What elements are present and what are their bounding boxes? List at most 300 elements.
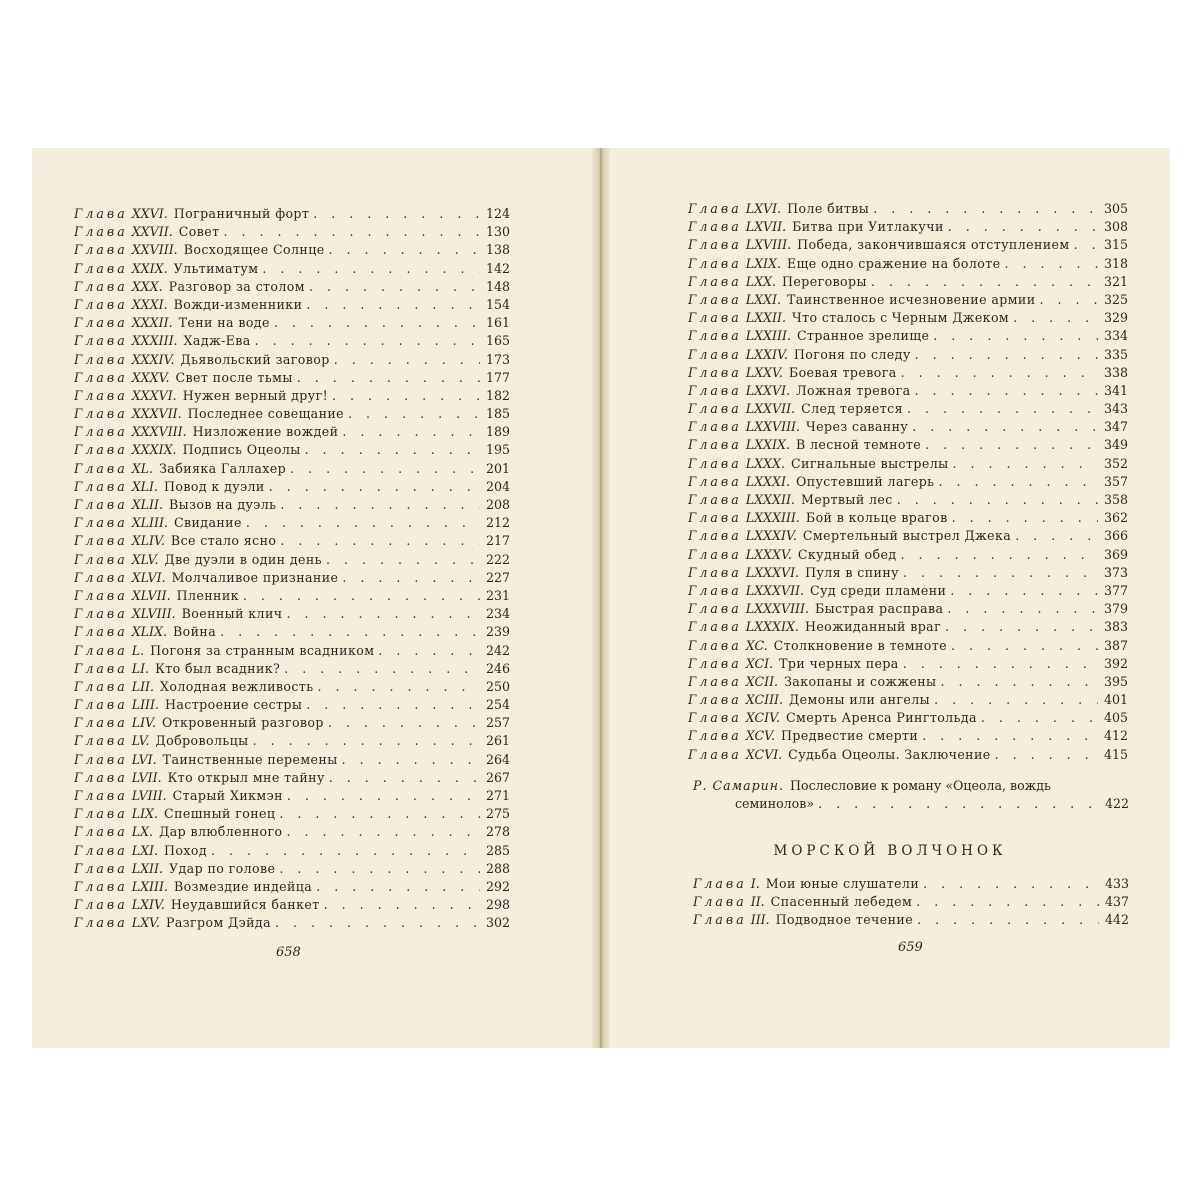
afterword-title-line2: семинолов» bbox=[735, 796, 815, 811]
book-spine bbox=[592, 148, 610, 1048]
chapter-title: Ложная тревога bbox=[796, 382, 911, 398]
chapter-title: Подпись Оцеолы bbox=[182, 442, 301, 458]
leader-dots bbox=[334, 351, 480, 369]
leader-dots bbox=[925, 436, 1098, 454]
chapter-number: XLV. bbox=[131, 551, 159, 567]
chapter-title: Восходящее Солнце bbox=[183, 242, 325, 258]
leader-dots bbox=[952, 509, 1098, 527]
chapter-number: XXXV. bbox=[131, 369, 170, 385]
chapter-title: Забияка Галлахер bbox=[159, 460, 287, 476]
leader-dots bbox=[1015, 527, 1098, 545]
chapter-number: XCII. bbox=[745, 673, 779, 689]
chapter-title: Добровольцы bbox=[155, 733, 249, 749]
chapter-page: 142 bbox=[485, 260, 510, 276]
leader-dots bbox=[951, 637, 1098, 655]
chapter-label: Глава bbox=[688, 655, 742, 671]
chapter-label: Глава bbox=[74, 533, 128, 549]
toc-entry bbox=[688, 455, 1128, 473]
chapter-number: LXX. bbox=[745, 273, 777, 289]
toc-entry bbox=[688, 582, 1128, 600]
leader-dots bbox=[313, 205, 480, 223]
left-toc-list bbox=[74, 205, 510, 933]
chapter-page: 305 bbox=[1103, 201, 1128, 216]
chapter-title: Поход bbox=[164, 842, 208, 858]
chapter-page: 343 bbox=[1103, 401, 1128, 417]
leader-dots bbox=[901, 546, 1098, 564]
chapter-title: Скудный обед bbox=[797, 546, 897, 562]
chapter-label: Глава bbox=[688, 692, 742, 708]
chapter-page: 165 bbox=[485, 333, 510, 349]
toc-entry bbox=[74, 660, 510, 678]
leader-dots bbox=[305, 441, 480, 459]
chapter-title: Возмездие индейца bbox=[173, 878, 313, 894]
leader-dots bbox=[297, 369, 480, 387]
chapter-label: Глава bbox=[74, 715, 128, 731]
chapter-number: I. bbox=[750, 876, 760, 891]
chapter-number: LXXVI. bbox=[745, 382, 791, 398]
chapter-page: 185 bbox=[485, 406, 510, 422]
chapter-label: Глава bbox=[74, 624, 128, 640]
toc-entry bbox=[688, 509, 1128, 527]
left-page-number: 658 bbox=[276, 945, 301, 960]
chapter-number: XXXIX. bbox=[131, 442, 177, 458]
chapter-number: LVII. bbox=[131, 769, 162, 785]
chapter-number: XXIX. bbox=[131, 260, 168, 276]
chapter-title: Разговор за столом bbox=[168, 278, 305, 294]
leader-dots bbox=[818, 795, 1101, 813]
chapter-title: Пленник bbox=[176, 587, 239, 603]
chapter-label: Глава bbox=[688, 637, 742, 653]
chapter-title: Поле битвы bbox=[787, 201, 870, 216]
leader-dots bbox=[332, 387, 480, 405]
chapter-label: Глава bbox=[74, 915, 128, 931]
chapter-label: Глава bbox=[688, 619, 742, 635]
toc-entry bbox=[74, 405, 510, 423]
chapter-title: Последнее совещание bbox=[187, 406, 345, 422]
chapter-number: XXXIII. bbox=[131, 333, 178, 349]
chapter-title: Спасенный лебедем bbox=[770, 894, 913, 910]
leader-dots bbox=[938, 473, 1098, 491]
chapter-label: Глава bbox=[74, 733, 128, 749]
chapter-label: Глава bbox=[74, 260, 128, 276]
toc-entry bbox=[74, 460, 510, 478]
leader-dots bbox=[262, 260, 480, 278]
chapter-number: XLIV. bbox=[131, 533, 165, 549]
chapter-page: 182 bbox=[485, 387, 510, 403]
chapter-page: 254 bbox=[485, 697, 510, 713]
leader-dots bbox=[378, 642, 480, 660]
chapter-number: XXVII. bbox=[131, 224, 173, 240]
leader-dots bbox=[903, 564, 1098, 582]
chapter-page: 329 bbox=[1103, 310, 1128, 326]
toc-entry bbox=[688, 473, 1128, 491]
chapter-page: 177 bbox=[485, 369, 510, 385]
chapter-label: Глава bbox=[688, 564, 742, 580]
chapter-label: Глава bbox=[74, 333, 128, 349]
chapter-title: Нужен верный друг! bbox=[182, 387, 329, 403]
toc-entry bbox=[74, 823, 510, 841]
toc-entry bbox=[74, 587, 510, 605]
chapter-label: Глава bbox=[688, 219, 742, 235]
chapter-label: Глава bbox=[688, 455, 742, 471]
leader-dots bbox=[981, 709, 1098, 727]
chapter-title: Хадж-Ева bbox=[183, 333, 251, 349]
leader-dots bbox=[947, 600, 1098, 618]
chapter-title: Старый Хикмэн bbox=[172, 788, 283, 803]
chapter-label: Глава bbox=[688, 328, 742, 344]
chapter-label: Глава bbox=[74, 406, 128, 422]
chapter-title: Война bbox=[173, 624, 217, 640]
chapter-number: LXVI. bbox=[745, 201, 782, 216]
chapter-title: Пограничный форт bbox=[173, 206, 310, 221]
chapter-number: XXX. bbox=[131, 278, 163, 294]
chapter-number: LXXXVII. bbox=[745, 582, 805, 598]
leader-dots bbox=[903, 655, 1098, 673]
chapter-page: 130 bbox=[485, 224, 510, 240]
chapter-label: Глава bbox=[74, 660, 128, 676]
chapter-label: Глава bbox=[688, 528, 742, 544]
chapter-number: XXXII. bbox=[131, 315, 173, 331]
chapter-page: 405 bbox=[1103, 710, 1128, 726]
leader-dots bbox=[287, 823, 480, 841]
chapter-page: 154 bbox=[485, 296, 510, 312]
chapter-page: 250 bbox=[485, 678, 510, 694]
chapter-page: 264 bbox=[485, 751, 510, 767]
leader-dots bbox=[246, 514, 480, 532]
leader-dots bbox=[309, 278, 480, 296]
leader-dots bbox=[950, 582, 1098, 600]
toc-entry bbox=[688, 527, 1128, 545]
chapter-number: XC. bbox=[745, 637, 768, 653]
toc-entry bbox=[74, 769, 510, 787]
chapter-label: Глава bbox=[74, 860, 128, 876]
toc-entry bbox=[74, 278, 510, 296]
leader-dots bbox=[933, 327, 1098, 345]
chapter-label: Глава bbox=[74, 769, 128, 785]
toc-entry bbox=[74, 860, 510, 878]
chapter-number: XXVIII. bbox=[131, 242, 178, 258]
toc-entry bbox=[74, 732, 510, 750]
chapter-page: 222 bbox=[485, 551, 510, 567]
chapter-page: 362 bbox=[1103, 510, 1128, 526]
chapter-number: LXXII. bbox=[745, 310, 786, 326]
chapter-page: 195 bbox=[485, 442, 510, 458]
chapter-label: Глава bbox=[74, 206, 128, 221]
leader-dots bbox=[279, 860, 480, 878]
leader-dots bbox=[1013, 309, 1098, 327]
leader-dots bbox=[279, 805, 480, 823]
chapter-label: Глава bbox=[74, 242, 128, 258]
toc-entry bbox=[74, 260, 510, 278]
leader-dots bbox=[871, 273, 1098, 291]
chapter-page: 433 bbox=[1104, 876, 1129, 891]
chapter-page: 334 bbox=[1103, 328, 1128, 344]
toc-entry bbox=[74, 223, 510, 241]
chapter-label: Глава bbox=[74, 788, 128, 803]
toc-entry bbox=[74, 896, 510, 914]
chapter-label: Глава bbox=[74, 369, 128, 385]
chapter-number: XLVIII. bbox=[131, 606, 176, 622]
chapter-number: LXVII. bbox=[745, 219, 787, 235]
leader-dots bbox=[342, 423, 480, 441]
toc-entry bbox=[693, 893, 1129, 911]
leader-dots bbox=[306, 696, 480, 714]
toc-entry bbox=[688, 436, 1128, 454]
toc-entry bbox=[688, 691, 1128, 709]
chapter-number: LXXXV. bbox=[745, 546, 792, 562]
chapter-title: Погоня за странным всадником bbox=[150, 642, 375, 658]
toc-entry bbox=[688, 236, 1128, 254]
chapter-label: Глава bbox=[688, 492, 742, 507]
chapter-label: Глава bbox=[688, 601, 742, 617]
chapter-title: Все стало ясно bbox=[170, 533, 277, 549]
chapter-label: Глава bbox=[74, 442, 128, 458]
chapter-page: 288 bbox=[485, 860, 510, 876]
chapter-number: XLVII. bbox=[131, 587, 171, 603]
toc-entry bbox=[688, 255, 1128, 273]
chapter-number: XLI. bbox=[131, 478, 159, 494]
chapter-page: 349 bbox=[1103, 437, 1128, 453]
afterword-author: Р. Самарин. bbox=[693, 778, 785, 793]
section-title: МОРСКОЙ ВОЛЧОНОК bbox=[773, 843, 1007, 859]
chapter-label: Глава bbox=[74, 587, 128, 603]
chapter-label: Глава bbox=[74, 460, 128, 476]
chapter-label: Глава bbox=[74, 424, 128, 440]
chapter-page: 302 bbox=[485, 915, 510, 931]
toc-entry bbox=[688, 418, 1128, 436]
chapter-title: Быстрая расправа bbox=[815, 601, 944, 617]
chapter-number: LXXXI. bbox=[745, 473, 790, 489]
chapter-number: LXXV. bbox=[745, 364, 783, 380]
chapter-number: LVIII. bbox=[131, 788, 167, 803]
chapter-page: 204 bbox=[485, 478, 510, 494]
leader-dots bbox=[284, 660, 480, 678]
chapter-number: LXXVII. bbox=[745, 401, 796, 417]
chapter-page: 358 bbox=[1103, 492, 1128, 507]
chapter-number: LXII. bbox=[131, 860, 164, 876]
leader-dots bbox=[934, 691, 1098, 709]
leader-dots bbox=[287, 787, 480, 805]
toc-entry bbox=[74, 332, 510, 350]
chapter-title: Неудавшийся банкет bbox=[170, 897, 320, 913]
toc-entry bbox=[74, 805, 510, 823]
leader-dots bbox=[995, 746, 1098, 764]
chapter-title: Таинственные перемены bbox=[162, 751, 338, 767]
chapter-label: Глава bbox=[74, 497, 128, 512]
toc-entry bbox=[74, 842, 510, 860]
chapter-page: 415 bbox=[1103, 746, 1128, 762]
chapter-number: XLII. bbox=[131, 497, 164, 512]
chapter-label: Глава bbox=[688, 510, 742, 526]
chapter-page: 138 bbox=[485, 242, 510, 258]
chapter-label: Глава bbox=[688, 364, 742, 380]
chapter-page: 271 bbox=[485, 788, 510, 803]
chapter-label: Глава bbox=[688, 291, 742, 307]
chapter-page: 335 bbox=[1103, 346, 1128, 362]
chapter-number: LII. bbox=[131, 678, 155, 694]
chapter-title: Таинственное исчезновение армии bbox=[787, 291, 1036, 307]
toc-entry bbox=[74, 551, 510, 569]
leader-dots bbox=[280, 496, 480, 514]
leader-dots bbox=[873, 200, 1098, 218]
toc-entry bbox=[693, 911, 1129, 929]
leader-dots bbox=[317, 678, 480, 696]
chapter-label: Глава bbox=[74, 278, 128, 294]
chapter-page: 173 bbox=[485, 351, 510, 367]
chapter-number: LXXIX. bbox=[745, 437, 790, 453]
chapter-page: 366 bbox=[1103, 528, 1128, 544]
leader-dots bbox=[220, 623, 480, 641]
chapter-title: Победа, закончившаяся отступлением bbox=[797, 237, 1070, 253]
chapter-number: XXVI. bbox=[131, 206, 168, 221]
chapter-label: Глава bbox=[688, 382, 742, 398]
chapter-number: LIII. bbox=[131, 697, 160, 713]
chapter-page: 395 bbox=[1103, 673, 1128, 689]
chapter-title: Сигнальные выстрелы bbox=[790, 455, 949, 471]
chapter-page: 373 bbox=[1103, 564, 1128, 580]
leader-dots bbox=[286, 605, 480, 623]
leader-dots bbox=[907, 400, 1098, 418]
chapter-number: LXXIII. bbox=[745, 328, 791, 344]
chapter-number: XCIV. bbox=[745, 710, 780, 726]
chapter-number: XLVI. bbox=[131, 569, 166, 585]
chapter-page: 379 bbox=[1103, 601, 1128, 617]
leader-dots bbox=[915, 346, 1098, 364]
chapter-label: Глава bbox=[688, 401, 742, 417]
chapter-title: Кто был всадник? bbox=[155, 660, 281, 676]
chapter-title: Боевая тревога bbox=[788, 364, 897, 380]
chapter-number: LIV. bbox=[131, 715, 156, 731]
chapter-label: Глава bbox=[74, 515, 128, 531]
chapter-number: XXXI. bbox=[131, 296, 168, 312]
chapter-page: 148 bbox=[485, 278, 510, 294]
toc-entry bbox=[74, 496, 510, 514]
chapter-title: Суд среди пламени bbox=[810, 582, 947, 598]
toc-entry bbox=[688, 273, 1128, 291]
chapter-number: LXXXII. bbox=[745, 492, 795, 507]
chapter-number: L. bbox=[131, 642, 145, 658]
chapter-title: Опустевший лагерь bbox=[795, 473, 935, 489]
chapter-title: Вызов на дуэль bbox=[169, 497, 277, 512]
chapter-title: Тени на воде bbox=[178, 315, 270, 331]
chapter-title: В лесной темноте bbox=[795, 437, 922, 453]
chapter-label: Глава bbox=[688, 273, 742, 289]
chapter-title: Еще одно сражение на болоте bbox=[787, 255, 1001, 271]
right-toc-list bbox=[688, 200, 1128, 764]
chapter-number: LXXXIII. bbox=[745, 510, 800, 526]
toc-entry bbox=[74, 569, 510, 587]
chapter-number: LXXXVI. bbox=[745, 564, 800, 580]
chapter-page: 278 bbox=[485, 824, 510, 840]
chapter-title: Кто открыл мне тайну bbox=[167, 769, 325, 785]
leader-dots bbox=[916, 893, 1099, 911]
toc-entry bbox=[74, 532, 510, 550]
leader-dots bbox=[274, 314, 480, 332]
chapter-title: Две дуэли в один день bbox=[164, 551, 322, 567]
leader-dots bbox=[1004, 255, 1098, 273]
chapter-number: LXXX. bbox=[745, 455, 785, 471]
chapter-number: XXXVIII. bbox=[131, 424, 187, 440]
afterword-title-line1: Послесловие к роману «Оцеола, вождь bbox=[790, 778, 1051, 793]
chapter-title: Пуля в спину bbox=[805, 564, 899, 580]
chapter-number: LXXI. bbox=[745, 291, 781, 307]
chapter-label: Глава bbox=[688, 582, 742, 598]
toc-entry bbox=[688, 382, 1128, 400]
toc-entry bbox=[74, 751, 510, 769]
chapter-title: Демоны или ангелы bbox=[789, 692, 931, 708]
leader-dots bbox=[243, 587, 480, 605]
chapter-label: Глава bbox=[688, 546, 742, 562]
chapter-page: 239 bbox=[485, 624, 510, 640]
chapter-label: Глава bbox=[688, 746, 742, 762]
chapter-title: Дьявольский заговор bbox=[180, 351, 330, 367]
toc-entry bbox=[688, 291, 1128, 309]
chapter-page: 315 bbox=[1103, 237, 1128, 253]
chapter-page: 267 bbox=[485, 769, 510, 785]
leader-dots bbox=[211, 842, 480, 860]
toc-entry bbox=[688, 218, 1128, 236]
chapter-page: 161 bbox=[485, 315, 510, 331]
chapter-page: 352 bbox=[1103, 455, 1128, 471]
chapter-number: XCIII. bbox=[745, 692, 784, 708]
toc-entry bbox=[74, 369, 510, 387]
toc-entry bbox=[688, 346, 1128, 364]
section-toc-list bbox=[693, 875, 1129, 930]
toc-entry bbox=[688, 309, 1128, 327]
chapter-number: LVI. bbox=[131, 751, 157, 767]
toc-entry bbox=[74, 696, 510, 714]
toc-entry bbox=[688, 709, 1128, 727]
chapter-number: III. bbox=[750, 912, 770, 928]
chapter-page: 383 bbox=[1103, 619, 1128, 635]
chapter-label: Глава bbox=[688, 255, 742, 271]
chapter-number: XCV. bbox=[745, 728, 775, 744]
chapter-title: Подводное течение bbox=[775, 912, 914, 928]
chapter-page: 325 bbox=[1103, 291, 1128, 307]
chapter-number: LI. bbox=[131, 660, 150, 676]
chapter-page: 257 bbox=[485, 715, 510, 731]
toc-entry bbox=[688, 491, 1128, 509]
chapter-title: Ультиматум bbox=[173, 260, 259, 276]
chapter-label: Глава bbox=[688, 310, 742, 326]
leader-dots bbox=[324, 896, 480, 914]
chapter-label: Глава bbox=[74, 224, 128, 240]
chapter-page: 201 bbox=[485, 460, 510, 476]
chapter-number: XCI. bbox=[745, 655, 774, 671]
leader-dots bbox=[342, 569, 480, 587]
leader-dots bbox=[253, 732, 480, 750]
toc-entry bbox=[74, 351, 510, 369]
chapter-title: Разгром Дэйда bbox=[165, 915, 271, 931]
leader-dots bbox=[940, 673, 1098, 691]
toc-entry bbox=[74, 387, 510, 405]
toc-entry bbox=[688, 637, 1128, 655]
toc-entry bbox=[688, 655, 1128, 673]
chapter-number: LX. bbox=[131, 824, 154, 840]
chapter-page: 189 bbox=[485, 424, 510, 440]
chapter-number: XXXVII. bbox=[131, 406, 182, 422]
chapter-number: II. bbox=[750, 894, 765, 910]
chapter-title: Смертельный выстрел Джека bbox=[802, 528, 1012, 544]
chapter-page: 392 bbox=[1103, 655, 1128, 671]
chapter-title: Мертвый лес bbox=[800, 492, 893, 507]
chapter-number: XXXVI. bbox=[131, 387, 177, 403]
toc-entry bbox=[74, 514, 510, 532]
afterword-entry bbox=[693, 777, 1129, 813]
chapter-label: Глава bbox=[74, 296, 128, 312]
chapter-number: LIX. bbox=[131, 806, 159, 822]
chapter-label: Глава bbox=[74, 387, 128, 403]
